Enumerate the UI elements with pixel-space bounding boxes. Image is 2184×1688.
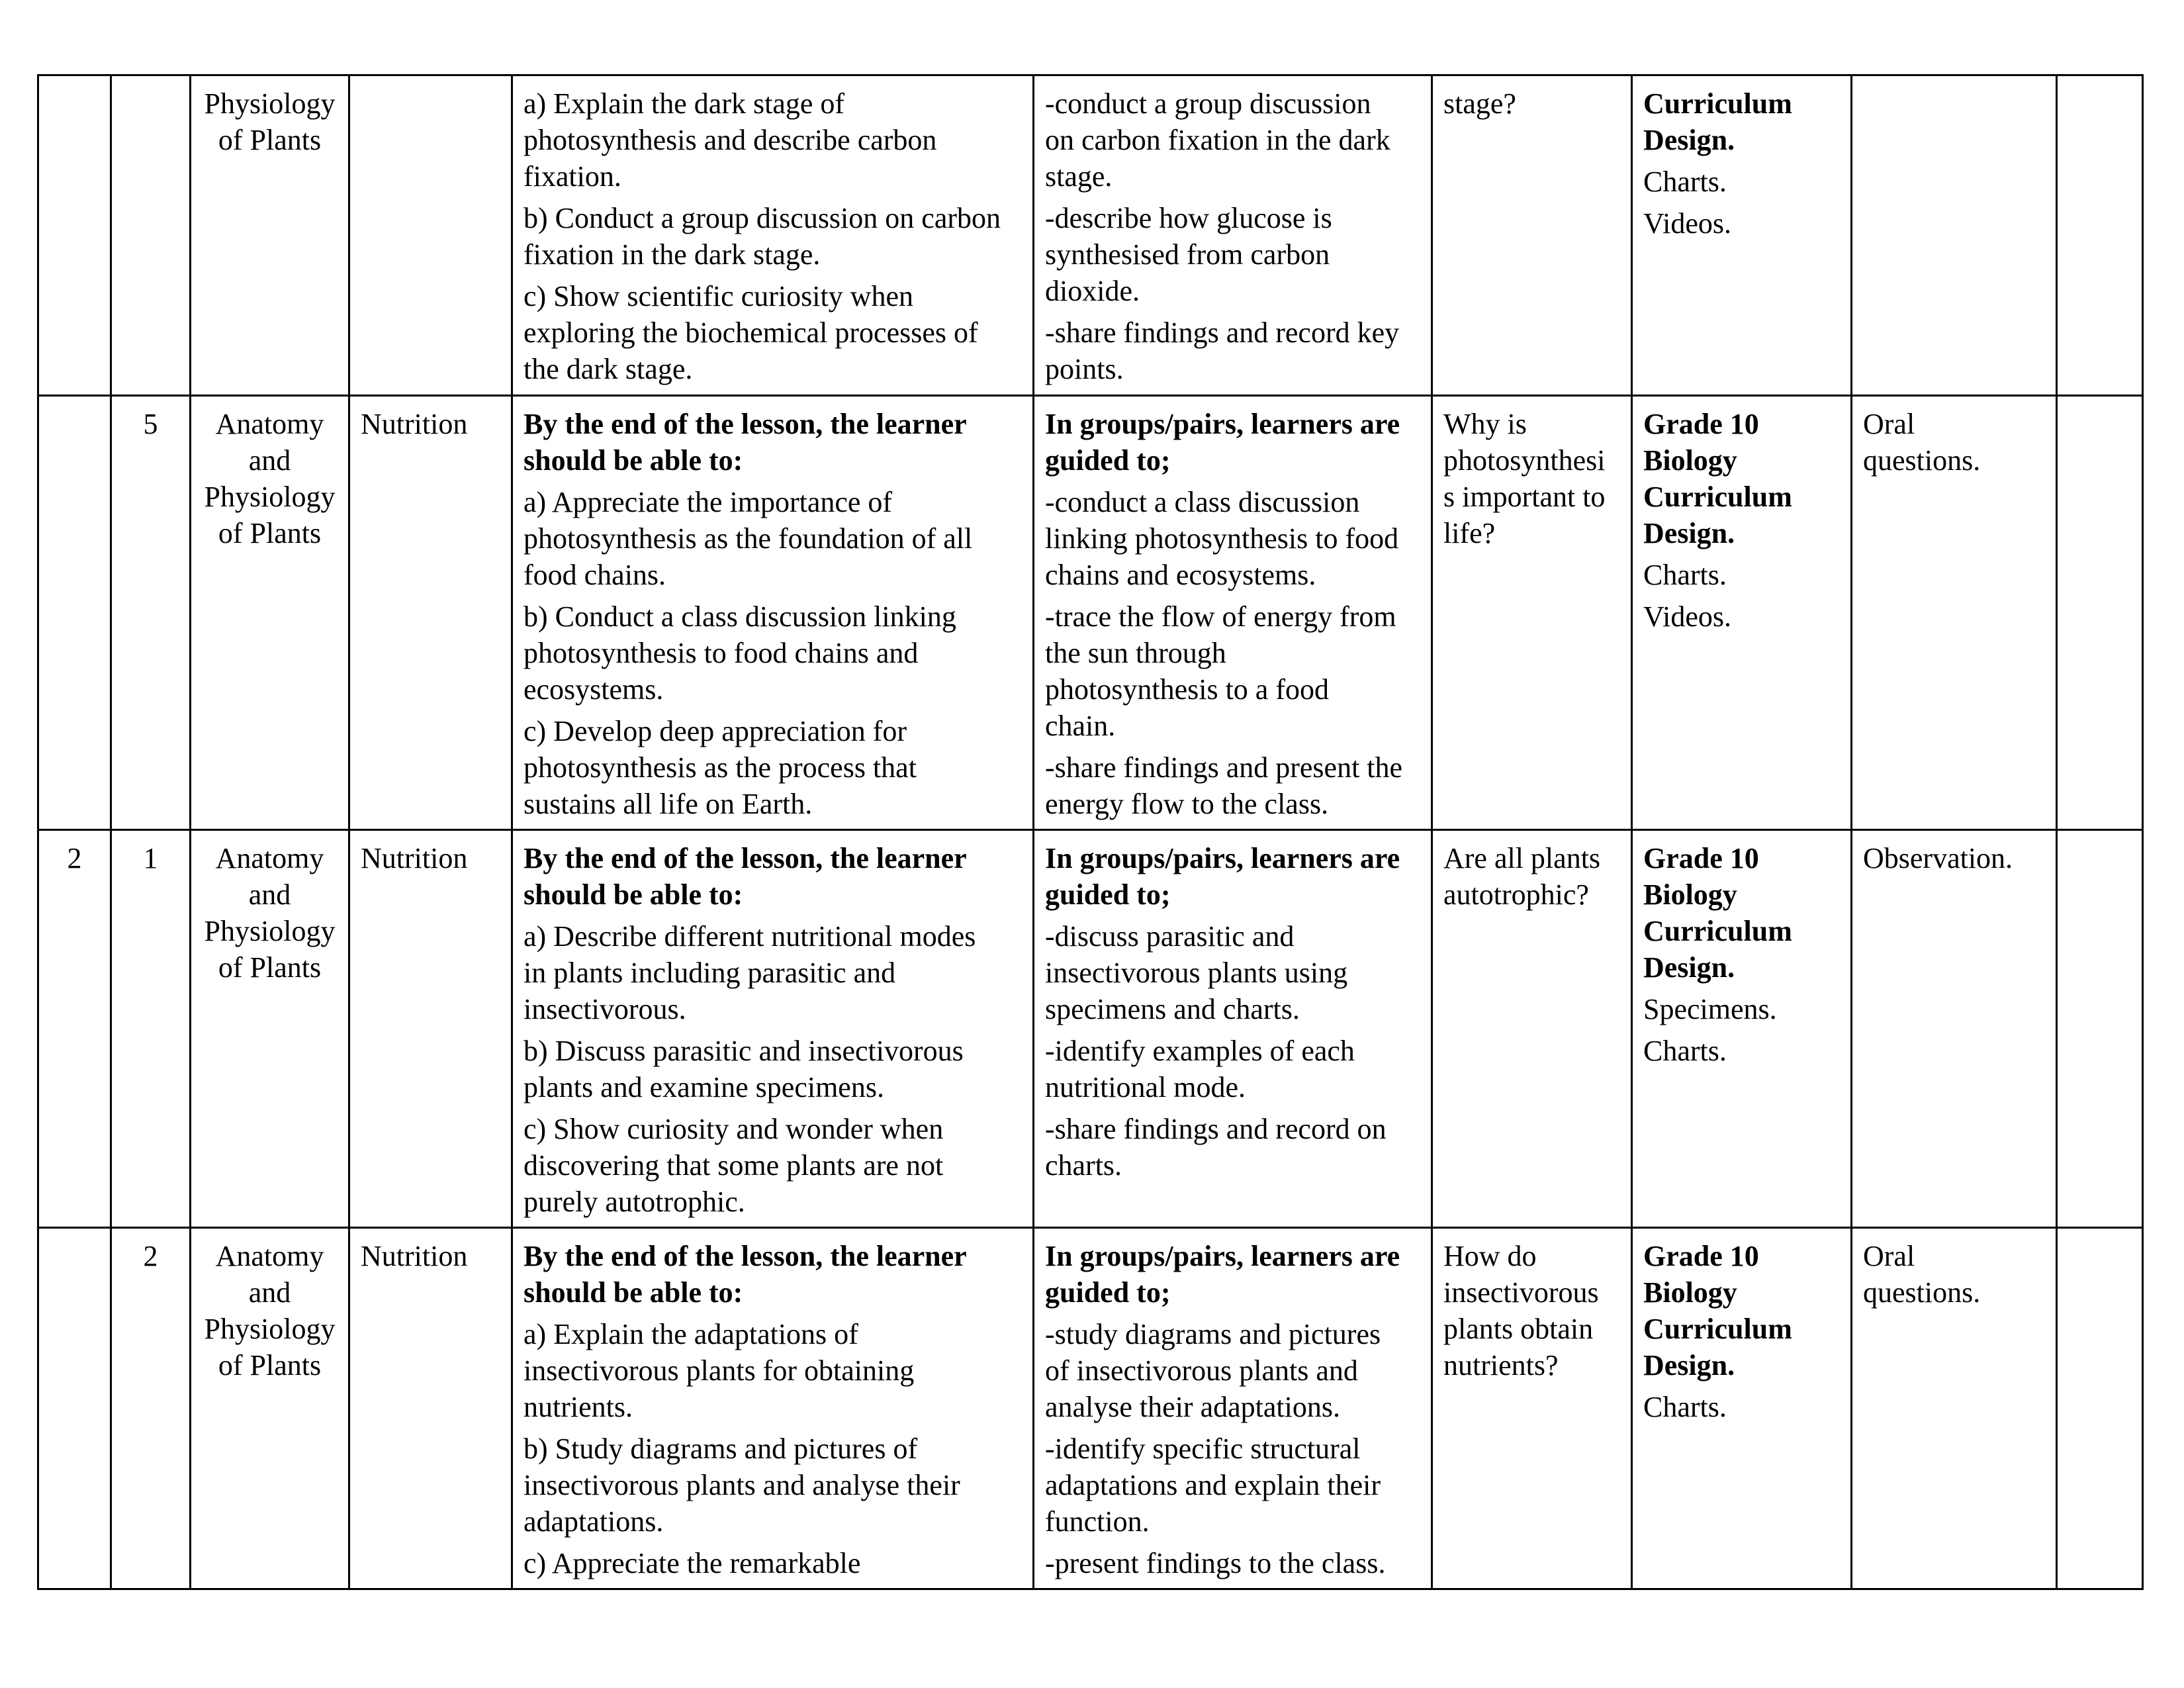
assessment-cell bbox=[1852, 830, 2057, 1228]
outcomes-heading bbox=[523, 840, 1022, 913]
resource-heading-line: Biology bbox=[1643, 878, 1737, 911]
table-body bbox=[38, 75, 2143, 1589]
learning-experiences-cell bbox=[1034, 1228, 1432, 1589]
lesson-number: 1 bbox=[143, 842, 158, 874]
lesson-cell bbox=[111, 396, 191, 830]
assessment-line: Observation. bbox=[1863, 842, 2013, 874]
learning-outcome-line: fixation in the dark stage. bbox=[523, 238, 821, 271]
scheme-of-work-table bbox=[37, 74, 2144, 1590]
strand-cell bbox=[191, 396, 349, 830]
resource-item: Charts. bbox=[1643, 559, 1727, 591]
week-cell bbox=[38, 75, 111, 396]
learning-outcome-line: a) Appreciate the importance of bbox=[523, 486, 893, 518]
sub-strand-cell bbox=[349, 830, 512, 1228]
learning-experience-line: adaptations and explain their bbox=[1045, 1469, 1381, 1501]
learning-outcome-line: discovering that some plants are not bbox=[523, 1149, 944, 1182]
learning-experience-line: -discuss parasitic and bbox=[1045, 920, 1295, 953]
learning-experience-line: photosynthesis to a food bbox=[1045, 673, 1329, 706]
assessment-line: questions. bbox=[1863, 444, 1981, 477]
experiences-heading-line: guided to; bbox=[1045, 1276, 1171, 1309]
resources-cell bbox=[1632, 75, 1852, 396]
table-row bbox=[38, 396, 2143, 830]
learning-outcome bbox=[523, 598, 1022, 708]
learning-experience-line: dioxide. bbox=[1045, 275, 1140, 307]
resource-item: Charts. bbox=[1643, 165, 1727, 198]
learning-experience-line: -share findings and record on bbox=[1045, 1113, 1387, 1145]
learning-experience-line: -share findings and present the bbox=[1045, 751, 1403, 784]
remarks-cell bbox=[2057, 1228, 2143, 1589]
resource-heading-line: Biology bbox=[1643, 1276, 1737, 1309]
learning-outcome bbox=[523, 484, 1022, 593]
resource-item: Specimens. bbox=[1643, 993, 1777, 1025]
strand-line: Physiology bbox=[204, 481, 336, 513]
resource-heading-line: Grade 10 bbox=[1643, 408, 1759, 440]
assessment-line: Oral bbox=[1863, 408, 1915, 440]
learning-experience-line: -describe how glucose is bbox=[1045, 202, 1332, 234]
learning-experience-line: stage. bbox=[1045, 160, 1113, 193]
learning-experience-line: -conduct a group discussion bbox=[1045, 87, 1371, 120]
sub-strand-text: Nutrition bbox=[361, 842, 468, 874]
key-inquiry-line: s important to bbox=[1443, 481, 1606, 513]
strand-cell bbox=[191, 75, 349, 396]
learning-outcome-line: insectivorous. bbox=[523, 993, 686, 1025]
experiences-heading-line: In groups/pairs, learners are bbox=[1045, 408, 1400, 440]
assessment-line: Oral bbox=[1863, 1240, 1915, 1272]
outcomes-heading bbox=[523, 406, 1022, 479]
learning-experience-line: the sun through bbox=[1045, 637, 1226, 669]
resource-heading-line: Design. bbox=[1643, 1349, 1735, 1382]
learning-experience-line: function. bbox=[1045, 1505, 1150, 1538]
learning-outcome-line: food chains. bbox=[523, 559, 666, 591]
strand-line: Anatomy bbox=[215, 1240, 324, 1272]
learning-experience-line: specimens and charts. bbox=[1045, 993, 1300, 1025]
resource-heading-line: Design. bbox=[1643, 517, 1735, 549]
resource-heading-line: Curriculum bbox=[1643, 87, 1792, 120]
lesson-number: 5 bbox=[143, 408, 158, 440]
learning-outcome-line: c) Show scientific curiosity when bbox=[523, 280, 913, 312]
assessment-cell bbox=[1852, 396, 2057, 830]
learning-experience bbox=[1045, 598, 1420, 744]
learning-outcome bbox=[523, 85, 1022, 195]
learning-outcome-line: sustains all life on Earth. bbox=[523, 788, 813, 820]
strand-line: Physiology bbox=[204, 915, 336, 947]
learning-outcome bbox=[523, 1430, 1022, 1540]
experiences-heading bbox=[1045, 1238, 1420, 1311]
key-inquiry-line: Why is bbox=[1443, 408, 1527, 440]
learning-experience bbox=[1045, 1033, 1420, 1105]
learning-experience bbox=[1045, 85, 1420, 195]
learning-outcome-line: b) Discuss parasitic and insectivorous bbox=[523, 1035, 964, 1067]
assessment-cell bbox=[1852, 75, 2057, 396]
learning-experience bbox=[1045, 1545, 1420, 1581]
learning-outcome-line: c) Develop deep appreciation for bbox=[523, 715, 907, 747]
learning-outcome-line: c) Appreciate the remarkable bbox=[523, 1547, 861, 1579]
key-inquiry-line: autotrophic? bbox=[1443, 878, 1589, 911]
week-cell bbox=[38, 830, 111, 1228]
learning-experience-line: charts. bbox=[1045, 1149, 1122, 1182]
learning-experience bbox=[1045, 1316, 1420, 1425]
learning-experience bbox=[1045, 200, 1420, 309]
learning-outcome-line: photosynthesis to food chains and bbox=[523, 637, 919, 669]
learning-experience-line: linking photosynthesis to food bbox=[1045, 522, 1399, 555]
lesson-cell bbox=[111, 830, 191, 1228]
table-row bbox=[38, 830, 2143, 1228]
learning-outcome-line: photosynthesis and describe carbon bbox=[523, 124, 937, 156]
lesson-cell bbox=[111, 75, 191, 396]
learning-experience-line: energy flow to the class. bbox=[1045, 788, 1329, 820]
strand-line: Physiology bbox=[204, 1313, 336, 1345]
learning-experience bbox=[1045, 749, 1420, 822]
learning-outcome bbox=[523, 713, 1022, 822]
remarks-cell bbox=[2057, 396, 2143, 830]
strand-cell bbox=[191, 830, 349, 1228]
learning-experiences-cell bbox=[1034, 75, 1432, 396]
learning-outcome-line: purely autotrophic. bbox=[523, 1186, 745, 1218]
week-number: 2 bbox=[67, 842, 82, 874]
learning-experience-line: -share findings and record key bbox=[1045, 316, 1400, 349]
strand-line: of Plants bbox=[218, 951, 322, 984]
remarks-cell bbox=[2057, 75, 2143, 396]
resource-heading-line: Design. bbox=[1643, 951, 1735, 984]
learning-experiences-cell bbox=[1034, 396, 1432, 830]
learning-experience-line: points. bbox=[1045, 353, 1124, 385]
key-inquiry-line: How do bbox=[1443, 1240, 1537, 1272]
assessment-line: questions. bbox=[1863, 1276, 1981, 1309]
sub-strand-cell bbox=[349, 1228, 512, 1589]
experiences-heading-line: In groups/pairs, learners are bbox=[1045, 842, 1400, 874]
learning-outcome bbox=[523, 200, 1022, 273]
sub-strand-cell bbox=[349, 75, 512, 396]
learning-outcome-line: nutrients. bbox=[523, 1391, 633, 1423]
key-inquiry-line: photosynthesi bbox=[1443, 444, 1606, 477]
learning-outcome-line: b) Conduct a class discussion linking bbox=[523, 600, 956, 633]
outcomes-heading-line: should be able to: bbox=[523, 878, 743, 911]
learning-outcome-line: insectivorous plants and analyse their bbox=[523, 1469, 960, 1501]
assessment-cell bbox=[1852, 1228, 2057, 1589]
key-inquiry-line: life? bbox=[1443, 517, 1496, 549]
strand-cell bbox=[191, 1228, 349, 1589]
learning-outcome-line: plants and examine specimens. bbox=[523, 1071, 884, 1103]
learning-outcomes-cell bbox=[512, 830, 1034, 1228]
learning-experience-line: nutritional mode. bbox=[1045, 1071, 1246, 1103]
strand-line: of Plants bbox=[218, 124, 322, 156]
lesson-cell bbox=[111, 1228, 191, 1589]
learning-experience-line: chain. bbox=[1045, 710, 1116, 742]
resource-item: Charts. bbox=[1643, 1391, 1727, 1423]
lesson-number: 2 bbox=[143, 1240, 158, 1272]
learning-experience bbox=[1045, 918, 1420, 1027]
resources-cell bbox=[1632, 1228, 1852, 1589]
learning-experience-line: insectivorous plants using bbox=[1045, 957, 1348, 989]
experiences-heading-line: guided to; bbox=[1045, 878, 1171, 911]
learning-outcome bbox=[523, 1316, 1022, 1425]
strand-line: Anatomy bbox=[215, 842, 324, 874]
learning-experience-line: -trace the flow of energy from bbox=[1045, 600, 1396, 633]
learning-outcomes-cell bbox=[512, 396, 1034, 830]
learning-outcome-line: photosynthesis as the foundation of all bbox=[523, 522, 973, 555]
learning-outcome-line: a) Explain the dark stage of bbox=[523, 87, 845, 120]
resource-heading-line: Grade 10 bbox=[1643, 842, 1759, 874]
resource-heading-line: Curriculum bbox=[1643, 1313, 1792, 1345]
outcomes-heading-line: should be able to: bbox=[523, 444, 743, 477]
learning-outcome-line: a) Describe different nutritional modes bbox=[523, 920, 976, 953]
strand-line: of Plants bbox=[218, 1349, 322, 1382]
learning-experience-line: -identify specific structural bbox=[1045, 1432, 1361, 1465]
outcomes-heading-line: By the end of the lesson, the learner bbox=[523, 1240, 967, 1272]
resource-item: Videos. bbox=[1643, 600, 1732, 633]
sub-strand-text: Nutrition bbox=[361, 408, 468, 440]
learning-outcome-line: exploring the biochemical processes of bbox=[523, 316, 978, 349]
learning-outcome bbox=[523, 1111, 1022, 1220]
learning-outcomes-cell bbox=[512, 75, 1034, 396]
strand-line: and bbox=[248, 878, 291, 911]
experiences-heading-line: guided to; bbox=[1045, 444, 1171, 477]
learning-outcome-line: ecosystems. bbox=[523, 673, 664, 706]
learning-outcome-line: a) Explain the adaptations of bbox=[523, 1318, 858, 1350]
learning-outcome bbox=[523, 278, 1022, 387]
learning-experience-line: -study diagrams and pictures bbox=[1045, 1318, 1381, 1350]
key-inquiry-line: plants obtain bbox=[1443, 1313, 1594, 1345]
key-inquiry-line: stage? bbox=[1443, 87, 1516, 120]
learning-outcome-line: photosynthesis as the process that bbox=[523, 751, 917, 784]
outcomes-heading bbox=[523, 1238, 1022, 1311]
learning-outcome-line: b) Study diagrams and pictures of bbox=[523, 1432, 918, 1465]
outcomes-heading-line: By the end of the lesson, the learner bbox=[523, 408, 967, 440]
learning-outcome bbox=[523, 1545, 1022, 1581]
key-inquiry-line: nutrients? bbox=[1443, 1349, 1559, 1382]
learning-outcome-line: fixation. bbox=[523, 160, 621, 193]
remarks-cell bbox=[2057, 830, 2143, 1228]
table-row bbox=[38, 1228, 2143, 1589]
learning-outcome-line: insectivorous plants for obtaining bbox=[523, 1354, 915, 1387]
learning-outcome bbox=[523, 918, 1022, 1027]
resource-item: Charts. bbox=[1643, 1035, 1727, 1067]
strand-line: and bbox=[248, 444, 291, 477]
strand-line: of Plants bbox=[218, 517, 322, 549]
sub-strand-cell bbox=[349, 396, 512, 830]
resources-cell bbox=[1632, 830, 1852, 1228]
experiences-heading bbox=[1045, 406, 1420, 479]
week-cell bbox=[38, 1228, 111, 1589]
key-inquiry-cell bbox=[1432, 1228, 1632, 1589]
experiences-heading-line: In groups/pairs, learners are bbox=[1045, 1240, 1400, 1272]
learning-experience bbox=[1045, 314, 1420, 387]
resource-heading-line: Grade 10 bbox=[1643, 1240, 1759, 1272]
key-inquiry-cell bbox=[1432, 396, 1632, 830]
learning-outcome-line: adaptations. bbox=[523, 1505, 664, 1538]
key-inquiry-cell bbox=[1432, 75, 1632, 396]
experiences-heading bbox=[1045, 840, 1420, 913]
learning-outcome-line: c) Show curiosity and wonder when bbox=[523, 1113, 944, 1145]
learning-outcome-line: in plants including parasitic and bbox=[523, 957, 896, 989]
learning-experience bbox=[1045, 1111, 1420, 1184]
strand-line: and bbox=[248, 1276, 291, 1309]
learning-outcome-line: b) Conduct a group discussion on carbon bbox=[523, 202, 1001, 234]
learning-experience-line: -identify examples of each bbox=[1045, 1035, 1355, 1067]
resource-heading-line: Design. bbox=[1643, 124, 1735, 156]
resource-heading-line: Curriculum bbox=[1643, 481, 1792, 513]
learning-experience-line: synthesised from carbon bbox=[1045, 238, 1330, 271]
learning-outcome bbox=[523, 1033, 1022, 1105]
outcomes-heading-line: should be able to: bbox=[523, 1276, 743, 1309]
learning-experience-line: chains and ecosystems. bbox=[1045, 559, 1316, 591]
learning-experience-line: of insectivorous plants and bbox=[1045, 1354, 1358, 1387]
strand-line: Anatomy bbox=[215, 408, 324, 440]
key-inquiry-line: Are all plants bbox=[1443, 842, 1601, 874]
learning-outcomes-cell bbox=[512, 1228, 1034, 1589]
learning-experiences-cell bbox=[1034, 830, 1432, 1228]
table-row bbox=[38, 75, 2143, 396]
resource-heading-line: Biology bbox=[1643, 444, 1737, 477]
learning-experience bbox=[1045, 1430, 1420, 1540]
strand-line: Physiology bbox=[204, 87, 336, 120]
resource-heading-line: Curriculum bbox=[1643, 915, 1792, 947]
outcomes-heading-line: By the end of the lesson, the learner bbox=[523, 842, 967, 874]
learning-outcome-line: the dark stage. bbox=[523, 353, 693, 385]
learning-experience-line: -conduct a class discussion bbox=[1045, 486, 1360, 518]
learning-experience bbox=[1045, 484, 1420, 593]
key-inquiry-line: insectivorous bbox=[1443, 1276, 1599, 1309]
week-cell bbox=[38, 396, 111, 830]
sub-strand-text: Nutrition bbox=[361, 1240, 468, 1272]
learning-experience-line: analyse their adaptations. bbox=[1045, 1391, 1340, 1423]
key-inquiry-cell bbox=[1432, 830, 1632, 1228]
learning-experience-line: -present findings to the class. bbox=[1045, 1547, 1386, 1579]
resource-item: Videos. bbox=[1643, 207, 1732, 240]
resources-cell bbox=[1632, 396, 1852, 830]
learning-experience-line: on carbon fixation in the dark bbox=[1045, 124, 1390, 156]
